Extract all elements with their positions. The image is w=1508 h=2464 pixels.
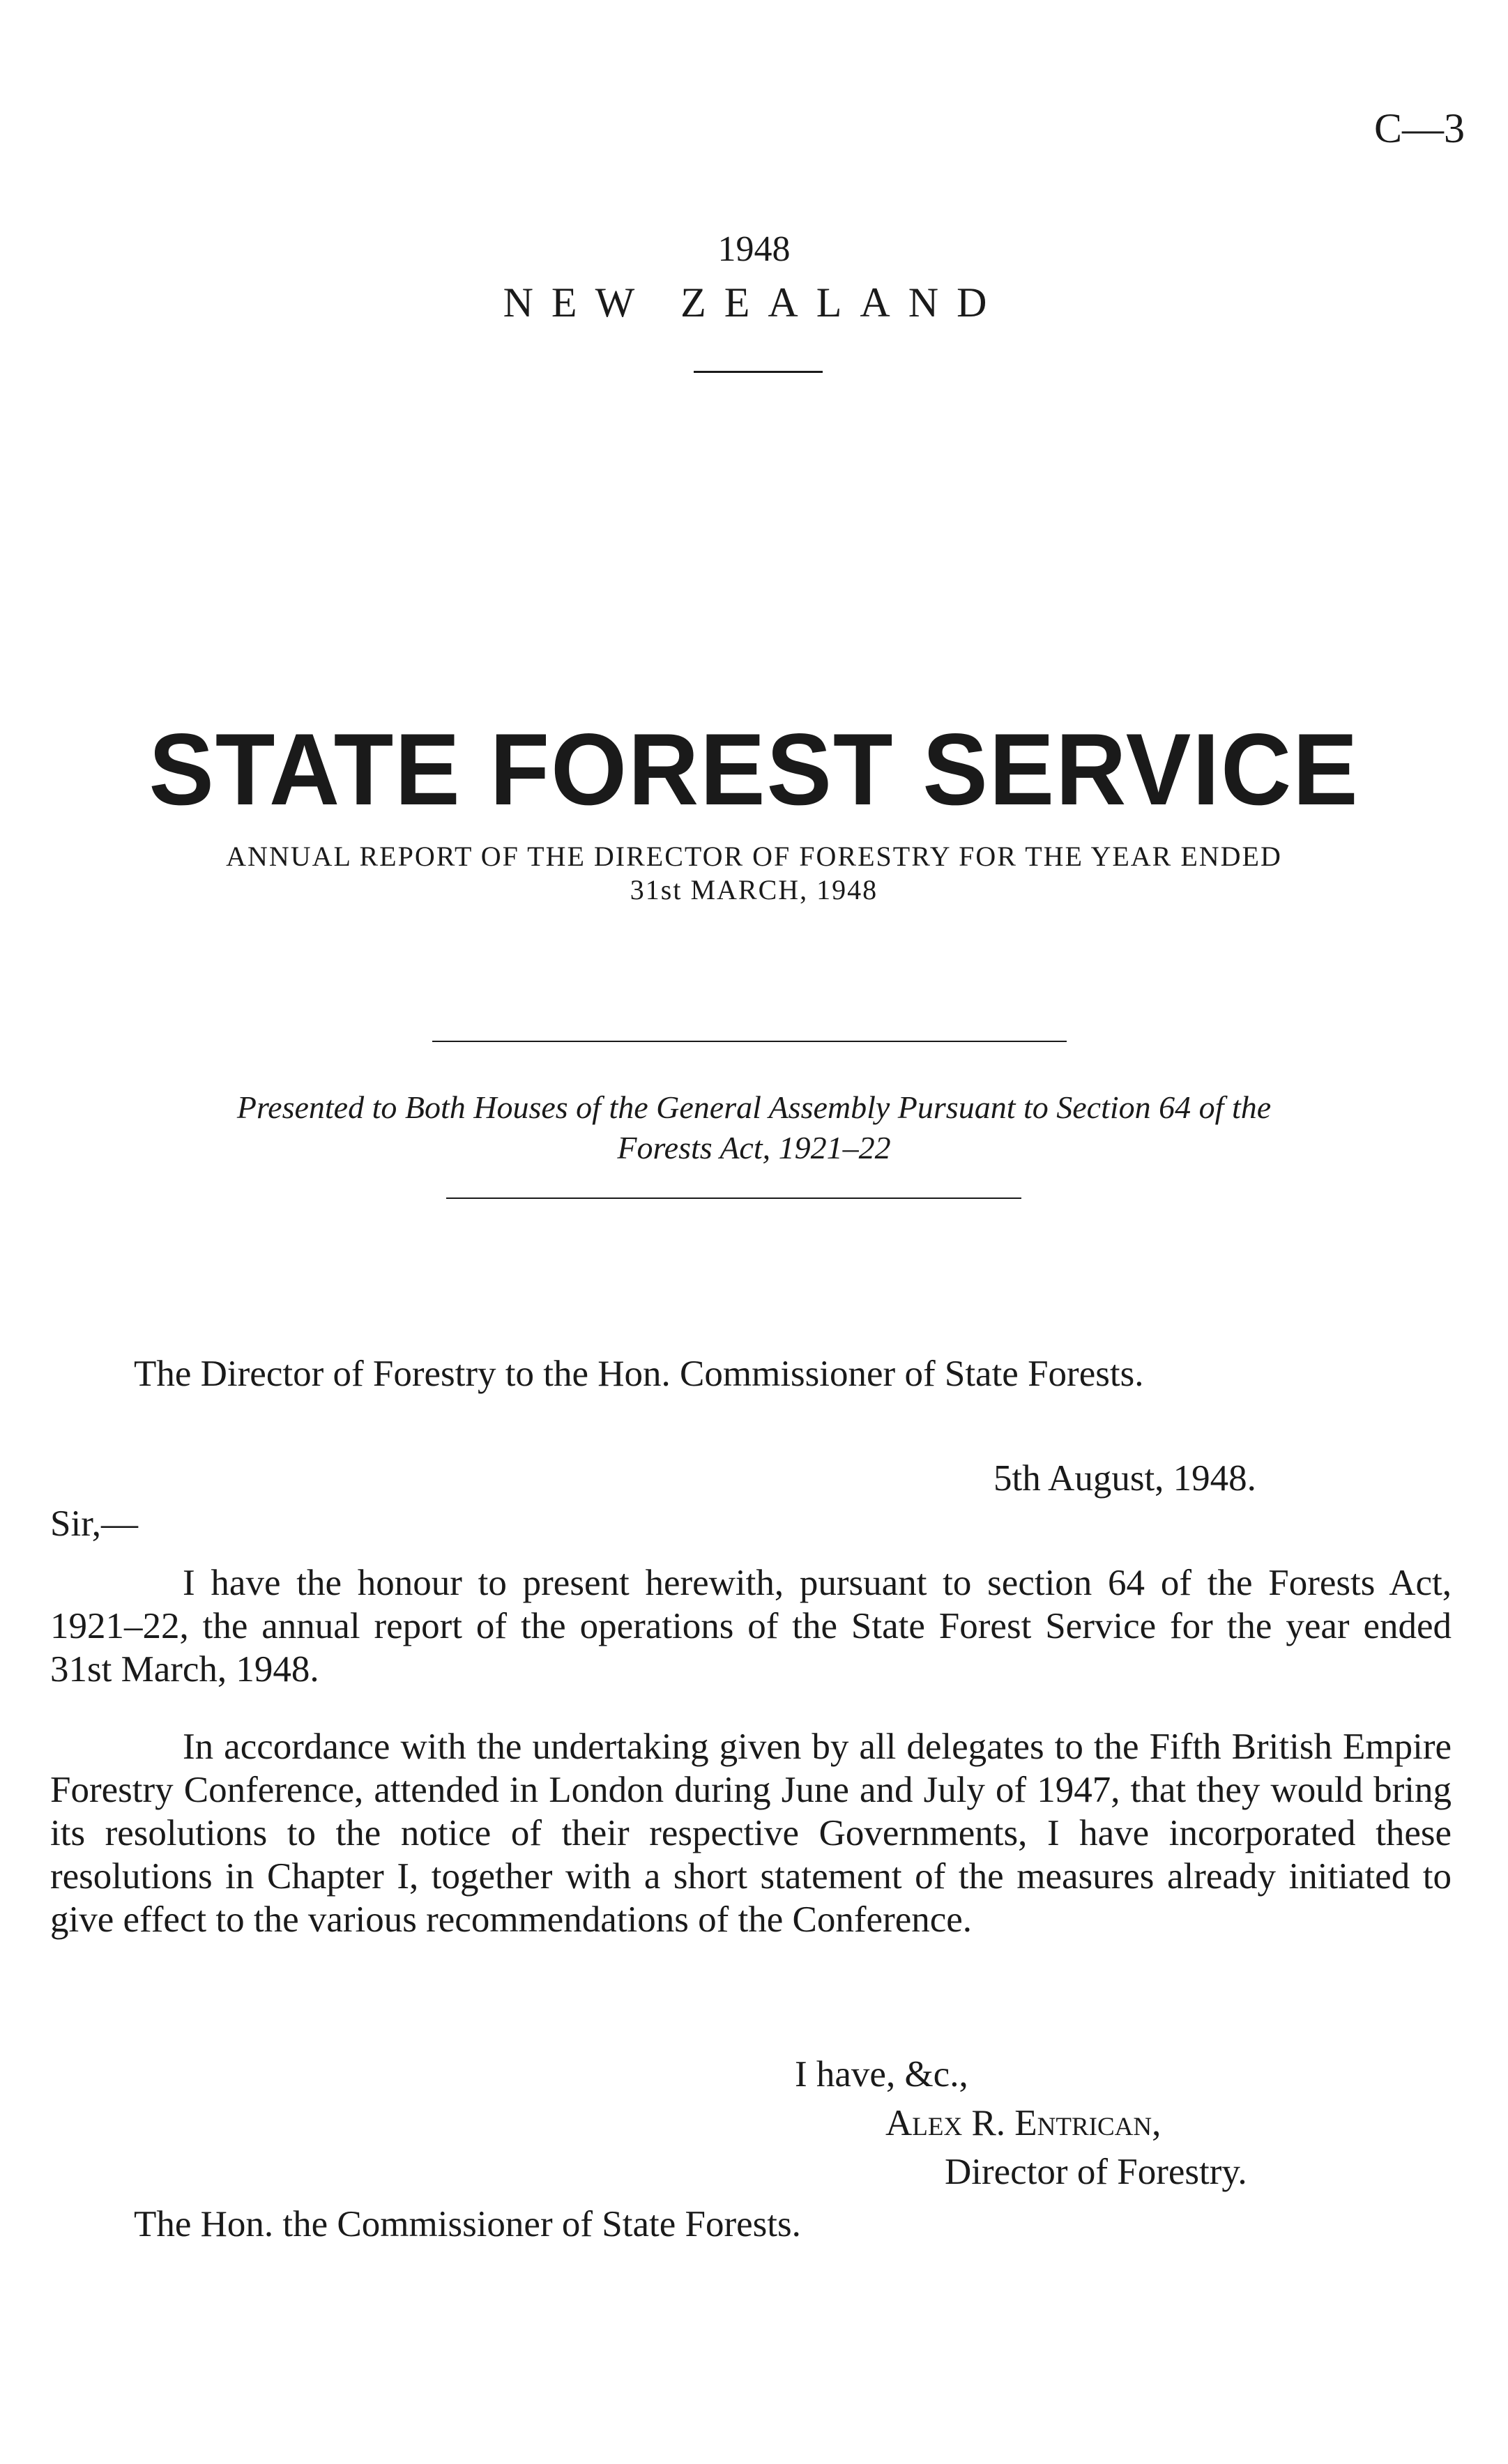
document-title: STATE FOREST SERVICE bbox=[148, 712, 1360, 826]
letter-date: 5th August, 1948. bbox=[993, 1458, 1256, 1499]
report-year: 1948 bbox=[717, 229, 791, 269]
presentation-line-2: Forests Act, 1921–22 bbox=[617, 1130, 891, 1165]
upper-divider bbox=[432, 1041, 1067, 1042]
letter-paragraph-2: In accordance with the undertaking given by all delegates to the Fifth British Empire Forestry Conference, attended in London during June and July of 1947, that they would bring its resolutions to the notice of their respective Governments, I have incorporated these resolutions in Chapter I, together with a short statement of the measures already initiated to give effect to the various recommendations of the Conference. bbox=[50, 1727, 1452, 1940]
country-heading: NEW ZEALAND bbox=[503, 280, 1005, 326]
subtitle-line-2: 31st MARCH, 1948 bbox=[630, 874, 878, 905]
page-number: C—3 bbox=[1373, 105, 1465, 151]
letter-greeting: Sir,— bbox=[50, 1503, 138, 1544]
letter-paragraph-1: I have the honour to present herewith, pursuant to section 64 of the Forests Act, 1921–22, the annual report of the operations of the State Forest Service for the year ended 31st March, 1948. bbox=[50, 1563, 1452, 1690]
presentation-line-1: Presented to Both Houses of the General Assembly Pursuant to Section 64 of the bbox=[236, 1089, 1272, 1125]
subtitle-line-1: ANNUAL REPORT OF THE DIRECTOR OF FORESTRY FOR THE YEAR ENDED bbox=[226, 841, 1282, 872]
signatory-title: Director of Forestry. bbox=[945, 2152, 1247, 2192]
letter-closing: I have, &c., bbox=[795, 2054, 968, 2095]
letter-addressee: The Hon. the Commissioner of State Forests. bbox=[134, 2204, 801, 2244]
letter-salutation: The Director of Forestry to the Hon. Commissioner of State Forests. bbox=[134, 1354, 1144, 1394]
signatory-name: Alex R. Entrican, bbox=[885, 2103, 1162, 2143]
document-subtitle bbox=[0, 840, 1508, 907]
presentation-note bbox=[0, 1087, 1508, 1168]
lower-divider bbox=[446, 1197, 1021, 1199]
short-divider bbox=[694, 371, 823, 373]
